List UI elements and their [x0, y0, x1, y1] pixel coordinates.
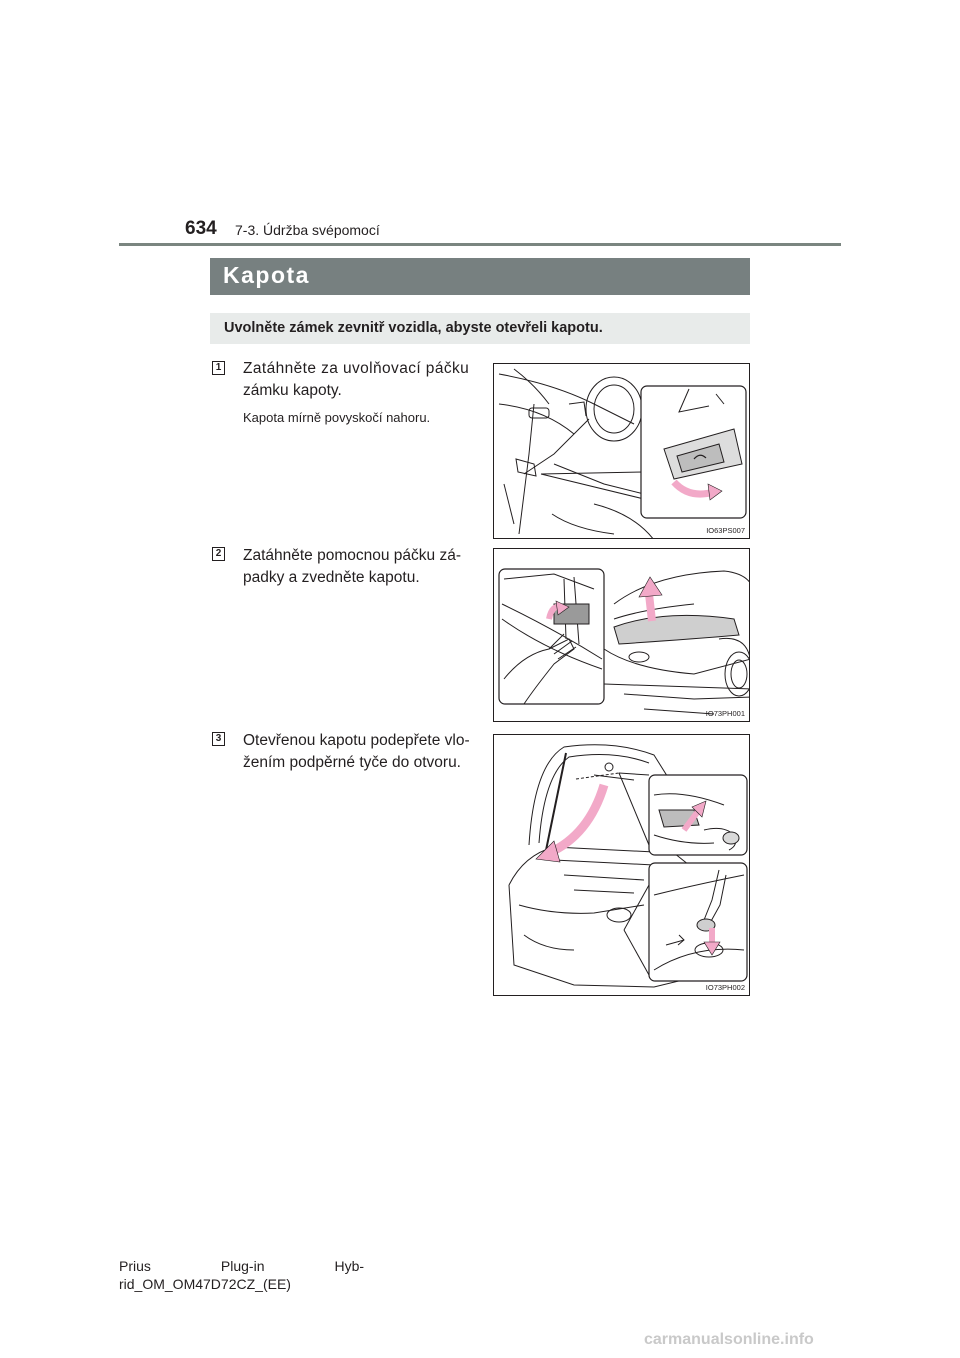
intro-text: Uvolněte zámek zevnitř vozidla, abyste otevřeli kapotu.: [224, 320, 603, 336]
step-number-2: 2: [212, 547, 225, 561]
step-1-line-1: Zatáhněte za uvolňovací páčku: [243, 360, 470, 377]
figure-code-2: IO73PH001: [705, 709, 745, 718]
step-3-line-1: Otevřenou kapotu podepřete vlo-: [243, 732, 470, 749]
step-2-line-1: Zatáhněte pomocnou páčku zá-: [243, 547, 461, 564]
page-number: 634: [185, 218, 217, 239]
section-heading-band: [210, 258, 750, 295]
step-number-1: 1: [212, 361, 225, 375]
footer-line-1: Prius Plug-in Hyb-: [119, 1258, 365, 1274]
step-1-note: Kapota mírně povyskočí nahoru.: [243, 410, 431, 425]
step-2-line-2: padky a zvedněte kapotu.: [243, 569, 420, 586]
intro-band: [210, 313, 750, 344]
section-title: 7-3. Údržba svépomocí: [235, 222, 380, 238]
step-1-line-2: zámku kapoty.: [243, 382, 342, 399]
section-heading: Kapota: [223, 262, 310, 288]
step-1-text: [243, 358, 475, 402]
step-3-line-2: žením podpěrné tyče do otvoru.: [243, 754, 461, 771]
step-3-text: [243, 730, 475, 774]
figure-code-3: IO73PH002: [705, 983, 745, 992]
header-divider: [119, 243, 841, 246]
step-number-3: 3: [212, 732, 225, 746]
footer-line-2: rid_OM_OM47D72CZ_(EE): [119, 1276, 291, 1292]
figure-secondary-latch: [493, 548, 750, 722]
figure-hood-release-lever: [493, 363, 750, 539]
step-2-text: [243, 545, 475, 589]
watermark: carmanualsonline.info: [644, 1331, 814, 1348]
figure-code-1: IO63PS007: [706, 526, 745, 535]
figure-hood-support-rod: [493, 734, 750, 996]
